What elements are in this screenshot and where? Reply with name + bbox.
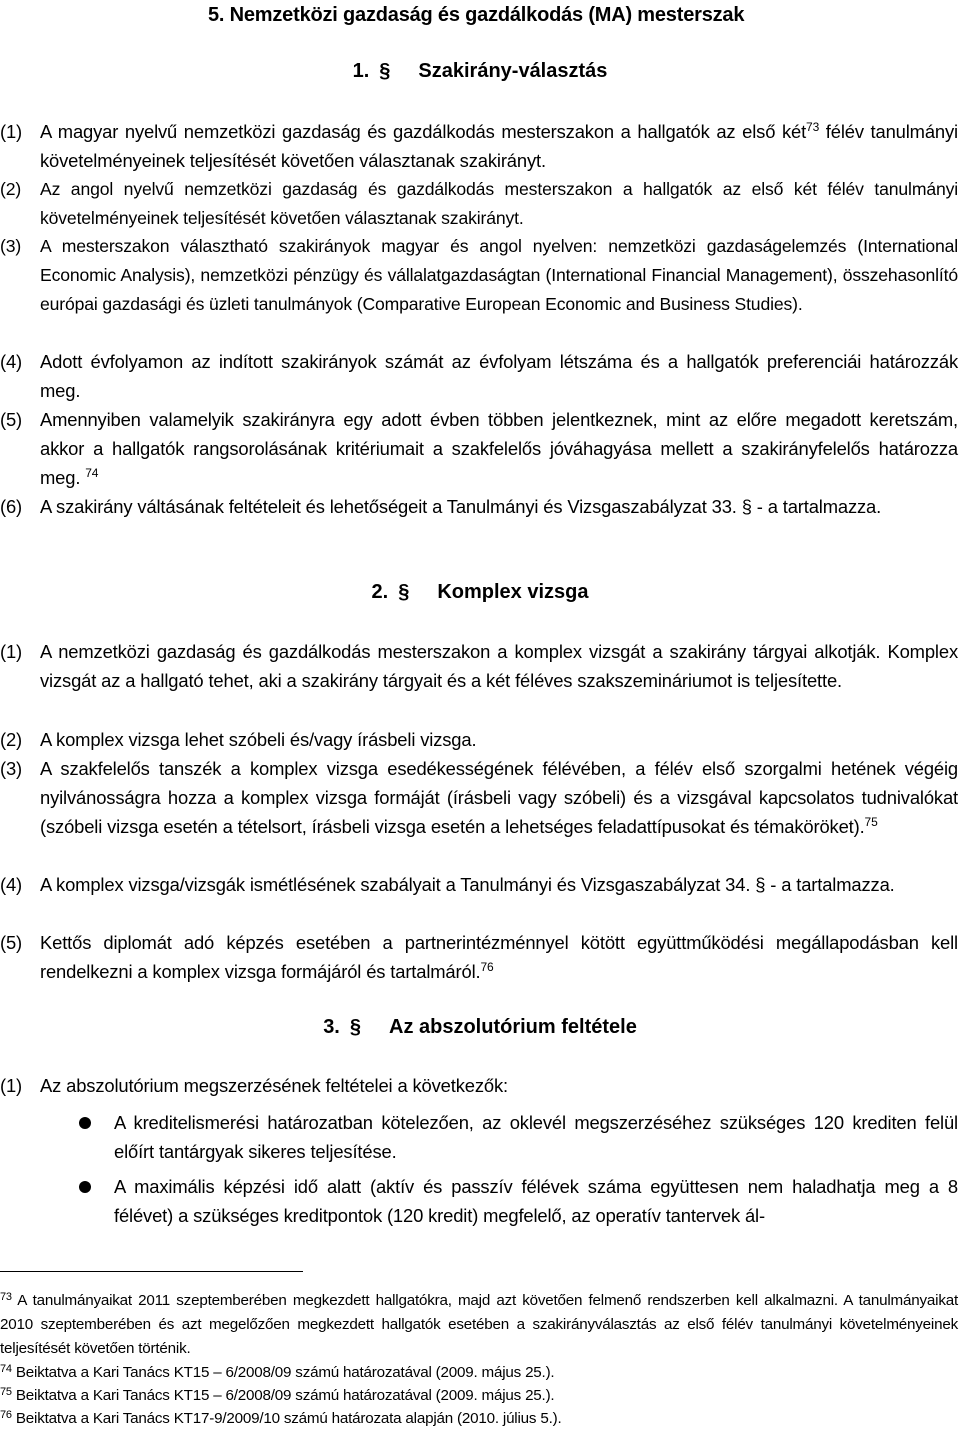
section-1-item-6: [0, 492, 958, 521]
footnote-number: 75: [0, 1386, 12, 1398]
footnote-ref-74[interactable]: 74: [85, 466, 99, 480]
item-number: (6): [0, 496, 23, 517]
item-text: A mesterszakon választható szakirányok magyar és angol nyelven: nemzetközi gazdaságelemzés (International Economic Analysis), nemzetközi pénzügy és vállalatgazdaságtan (International Financial Management), összehasonlító európai gazdasági és üzleti tanulmányok (Comparative European Economic and Business Studies).: [40, 236, 958, 314]
item-text: Kettős diplomát adó képzés esetében a partnerintézménnyel kötött együttműködési megállapodásban kell rendelkezni a komplex vizsga formájáról és tartalmáról.$^{76}$: [40, 932, 958, 982]
item-number: (4): [0, 874, 23, 895]
footnote-text: A tanulmányaikat 2011 szeptemberében megkezdett hallgatókra, majd azt követően felmenő rendszerben kell alkalmazni. A tanulmányaikat 2010 szeptemberében és azt megelőzően megkezdett hallgatók esetében a szakirányválasztás az első félév tanulmányi követelményeinek teljesítését követően történik.: [0, 1292, 958, 1357]
bullet-text: A kreditelismerési határozatban kötelezően, az oklevél megszerzéséhez szükséges 120 krediten felül előírt tantárgyak sikeres teljesítése.: [114, 1112, 958, 1162]
footnote-74: [0, 1361, 958, 1385]
footnote-number: 73: [0, 1291, 12, 1303]
section-1-item-2: [0, 175, 958, 233]
bullet-icon: [79, 1117, 91, 1129]
item-text: Az abszolutórium megszerzésének feltételei a következők:: [40, 1075, 508, 1096]
section-3-item-1: [0, 1071, 958, 1100]
section-number: 3.: [323, 1016, 340, 1038]
item-text: A komplex vizsga/vizsgák ismétlésének szabályait a Tanulmányi és Vizsgaszabályzat 34. § - a tartalmazza.: [40, 874, 895, 895]
item-text: A magyar nyelvű nemzetközi gazdaság és gazdálkodás mesterszakon a hallgatók az első két$^{73}$ félév tanulmányi követelményeinek teljesítését követően választanak szakirányt.: [40, 120, 958, 171]
footnote-number: 76: [0, 1409, 12, 1421]
footnote-number: 74: [0, 1363, 12, 1375]
footnote-text: Beiktatva a Kari Tanács KT17-9/2009/10 számú határozata alapján (2010. július 5.).: [15, 1410, 562, 1427]
bullet-item: [0, 1172, 958, 1230]
section-2-item-2: [0, 725, 958, 754]
section-2-item-3: [0, 754, 958, 841]
section-symbol: §: [349, 1016, 361, 1038]
chapter-heading: 5. Nemzetközi gazdaság és gazdálkodás (MA) mesterszak: [208, 4, 745, 26]
item-text: A szakfelelős tanszék a komplex vizsga esedékességének félévében, a félév első szorgalmi hetének végéig nyilvánosságra hozza a komplex vizsga formáját (írásbeli vagy szóbeli) és a vizsgával kapcsolatos tudnivalókat (szóbeli vizsga esetén a tételsort, írásbeli vizsga esetén a lehetséges feladattípusokat és témaköröket).$^{75}$: [40, 758, 958, 837]
item-number: (3): [0, 236, 22, 256]
item-number: (4): [0, 351, 23, 372]
bullet-text: A maximális képzési idő alatt (aktív és passzív félévek száma együttesen nem haladhatja meg a 8 félévet) a szükséges kreditpontok (120 kredit) megfelelő, az operatív tantervek ál-: [114, 1176, 958, 1226]
item-text: Az angol nyelvű nemzetközi gazdaság és gazdálkodás mesterszakon a hallgatók az első két félév tanulmányi követelményeinek teljesítését követően választanak szakirányt.: [40, 179, 958, 228]
section-1-heading: [0, 60, 960, 83]
item-text: Adott évfolyamon az indított szakirányok számát az évfolyam létszáma és a hallgatók preferenciái határozzák meg.: [40, 351, 958, 401]
footnote-75: [0, 1384, 958, 1408]
section-title: Szakirány-választás: [418, 60, 608, 82]
section-1-item-5: [0, 405, 958, 492]
section-1-item-4: [0, 347, 958, 405]
item-number: (1): [0, 1075, 23, 1096]
footnote-ref-75[interactable]: 75: [864, 815, 878, 829]
item-text: A komplex vizsga lehet szóbeli és/vagy írásbeli vizsga.: [40, 729, 477, 750]
item-text: A nemzetközi gazdaság és gazdálkodás mesterszakon a komplex vizsgát a szakirány tárgyai alkotják. Komplex vizsgát az a hallgató tehet, aki a szakirány tárgyait és a két féléves szakszemináriumot is teljesítette.: [40, 641, 958, 691]
bullet-item: [0, 1108, 958, 1166]
section-1-item-3: [0, 232, 958, 319]
item-number: (5): [0, 932, 23, 953]
item-number: (5): [0, 409, 23, 430]
section-2-item-1: [0, 637, 958, 695]
section-title: Az abszolutórium feltétele: [389, 1016, 637, 1038]
section-title: Komplex vizsga: [437, 581, 589, 603]
section-symbol: §: [379, 60, 391, 82]
footnote-separator: [0, 1271, 303, 1272]
section-1-item-1: [0, 117, 958, 175]
item-number: (2): [0, 179, 22, 199]
item-number: (3): [0, 758, 23, 779]
footnote-ref-73[interactable]: 73: [806, 120, 820, 134]
section-3-heading: [0, 1016, 960, 1039]
item-text: Amennyiben valamelyik szakirányra egy adott évben többen jelentkeznek, mint az előre megadott keretszám, akkor a hallgatók rangsorolásának kritériumait a szakfelelős jóváhagyása mellett a szakirányfelelős határozza meg. $^{74}$: [40, 409, 958, 488]
item-text: A szakirány váltásának feltételeit és lehetőségeit a Tanulmányi és Vizsgaszabályzat 33. § - a tartalmazza.: [40, 496, 882, 517]
item-number: (2): [0, 729, 23, 750]
section-number: 2.: [371, 581, 389, 603]
footnote-76: [0, 1407, 958, 1431]
item-number: (1): [0, 121, 23, 142]
footnote-text: Beiktatva a Kari Tanács KT15 – 6/2008/09 számú határozatával (2009. május 25.).: [15, 1387, 555, 1404]
item-number: (1): [0, 641, 23, 662]
section-2-heading: [0, 581, 960, 604]
footnote-73: [0, 1289, 958, 1361]
section-symbol: §: [398, 581, 410, 603]
section-number: 1.: [352, 60, 370, 82]
bullet-icon: [79, 1181, 91, 1193]
section-2-item-5: [0, 928, 958, 986]
footnote-text: Beiktatva a Kari Tanács KT15 – 6/2008/09 számú határozatával (2009. május 25.).: [15, 1364, 555, 1381]
section-2-item-4: [0, 870, 958, 899]
footnote-ref-76[interactable]: 76: [480, 960, 494, 974]
